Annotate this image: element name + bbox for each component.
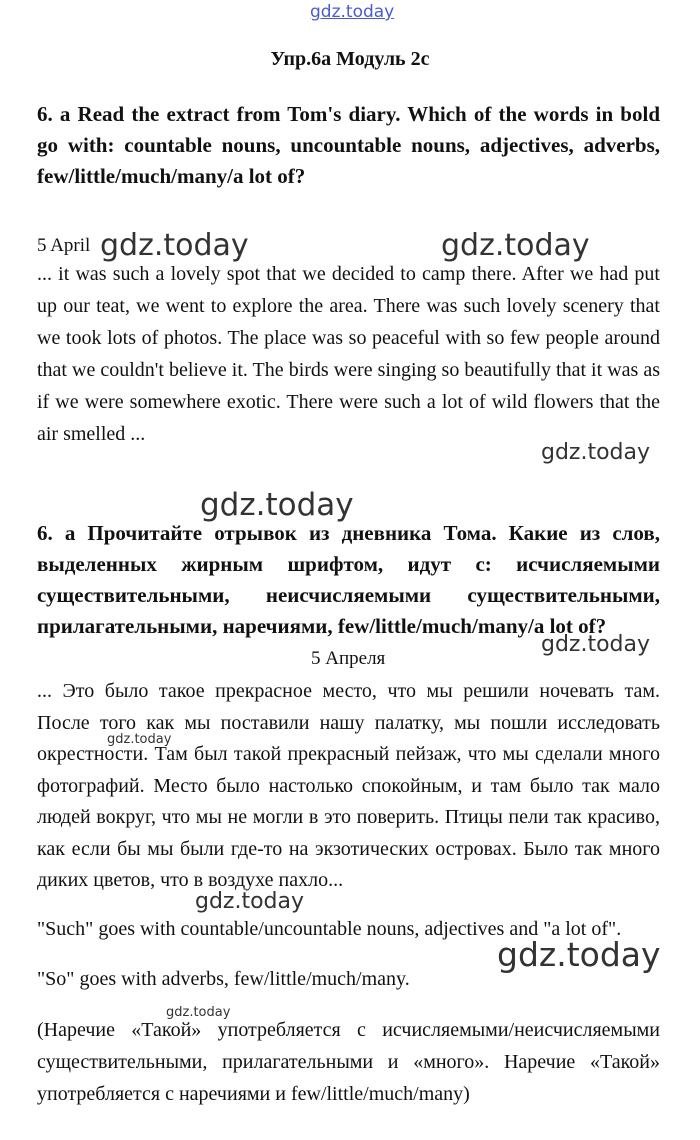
diary-text-ru: ... Это было такое прекрасное место, что мы решили ночевать там. После того как мы поставили нашу палатку, мы пошли исследовать окрестности. Там был такой прекрасный пейзаж, что мы сделали много фотографий. Место было настолько спокойным, и там было так мало людей вокруг, что мы не могли в это поверить. Птицы пели так красиво, как если бы мы были где-то на экзотических островах. Было так много диких цветов, что в воздухе пахло... — [37, 680, 660, 891]
watermark: gdz.today — [441, 228, 590, 263]
watermark: gdz.today — [195, 889, 305, 914]
answer-so: "So" goes with adverbs, few/little/much/many. — [37, 968, 410, 990]
page-title: Упр.6а Модуль 2с — [270, 48, 430, 70]
watermark: gdz.today — [541, 632, 651, 657]
diary-date-en: 5 April — [37, 235, 91, 256]
answer-such: "Such" goes with countable/uncountable nouns, adjectives and "a lot of". — [37, 918, 622, 940]
watermark: gdz.today — [200, 487, 354, 523]
task-heading-ru: 6. а Прочитайте отрывок из дневника Тома. Какие из слов, выделенных жирным шрифтом, идут с: исчисляемыми существительными, неисчисляемыми существительными, прилагательными, наречиями, few/little/much/many/a lot of? — [37, 521, 660, 638]
watermark: gdz.today — [166, 1005, 231, 1020]
diary-text-en: ... it was such a lovely spot that we decided to camp there. After we had put up our teat, we went to explore the area. There was such lovely scenery that we took lots of photos. The place was so peaceful with so few people around that we couldn't believe it. The birds were singing so beautifully that it was as if we were somewhere exotic. There were such a lot of wild flowers that the air smelled ... — [37, 263, 660, 445]
task-heading-en: 6. a Read the extract from Tom's diary. Which of the words in bold go with: countable nouns, uncountable nouns, adjectives, adverbs, few/little/much/many/a lot of? — [37, 102, 660, 188]
diary-date-ru: 5 Апреля — [311, 648, 386, 669]
watermark: gdz.today — [541, 440, 651, 465]
watermark: gdz.today — [107, 732, 172, 747]
watermark-top: gdz.today — [310, 2, 395, 22]
answer-ru: (Наречие «Такой» употребляется с исчисляемыми/неисчисляемыми существительными, прилагательными и «много». Наречие «Такой» употребляется с наречиями и few/little/much/many) — [37, 1019, 660, 1105]
watermark: gdz.today — [100, 228, 249, 263]
watermark: gdz.today — [497, 935, 661, 974]
